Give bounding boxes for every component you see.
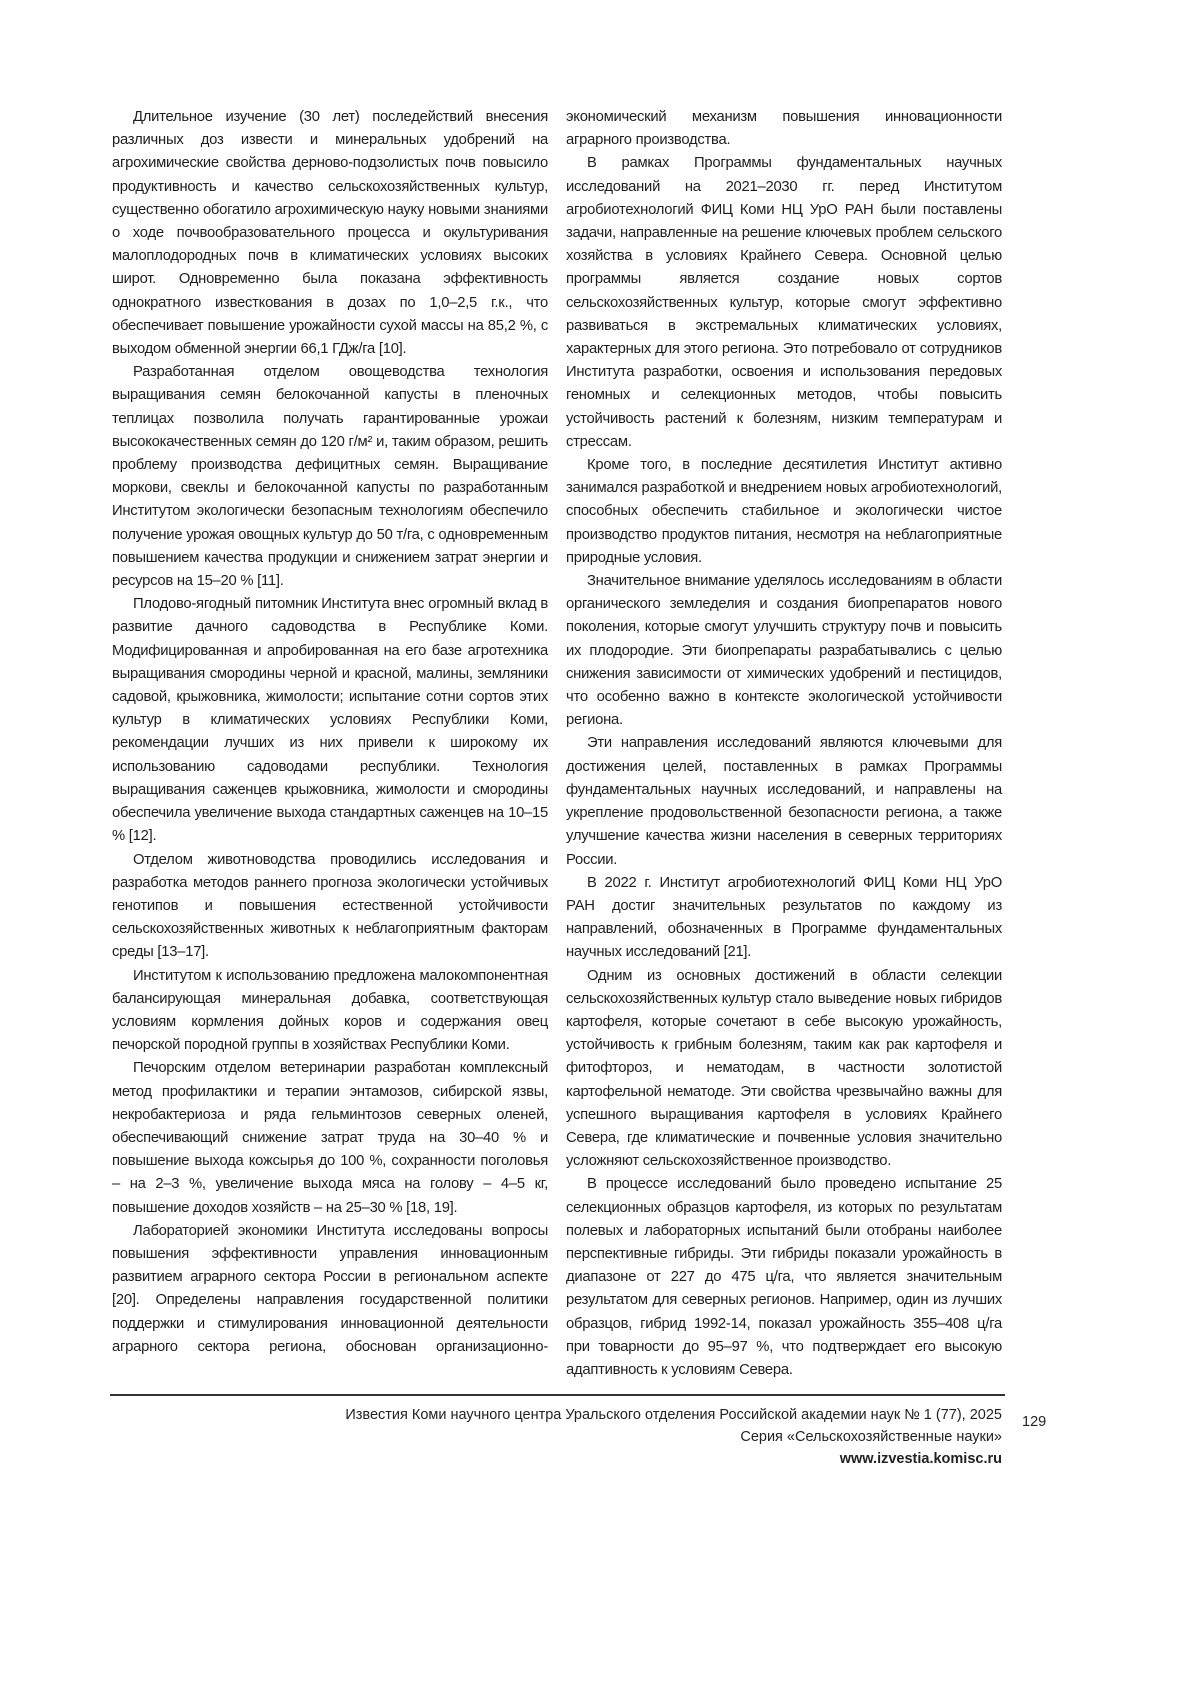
paragraph: Одним из основных достижений в области селекции сельскохозяйственных культур стало выведение новых гибридов картофеля, которые сочетают в себе высокую урожайность, устойчивость к грибным болезням, таким как рак картофеля и фитофтороз, и нематодам, в частности золотистой картофельной нематоде. Эти свойства чрезвычайно важны для успешного выращивания картофеля в условиях Крайнего Севера, где климатические и почвенные условия значительно усложняют сельскохозяйственное производство.: [566, 965, 1002, 1174]
footer-area: [112, 1396, 1002, 1470]
paragraph: Лабораторией экономики Института исследованы вопросы повышения эффективности управления инновационным развитием аграрного сектора России в региональном аспекте [20]. Определены направления государственной политики поддержки и стимулирования инновационной деятельности аграрного сектора региона, обоснован организационно-экономический механизм повышения инновационности аграрного производства.: [112, 106, 1002, 1382]
paragraph: Институтом к использованию предложена малокомпонентная балансирующая минеральная добавка, соответствующая условиям кормления дойных коров и содержания овец печорской породной группы в хозяйствах Республики Коми.: [112, 965, 548, 1058]
paragraph: В процессе исследований было проведено испытание 25 селекционных образцов картофеля, из которых по результатам полевых и лабораторных испытаний были отобраны наиболее перспективные гибриды. Эти гибриды показали урожайность в диапазоне от 227 до 475 ц/га, что является значительным результатом для северных регионов. Например, один из лучших образцов, гибрид 1992-14, показал урожайность 355–408 ц/га при товарности до 95–97 %, что подтверждает его высокую адаптивность к условиям Севера.: [566, 1173, 1002, 1382]
paragraph: Плодово-ягодный питомник Института внес огромный вклад в развитие дачного садоводства в Республике Коми. Модифицированная и апробированная на его базе агротехника выращивания смородины черной и красной, малины, земляники садовой, крыжовника, жимолости; испытание сотни сортов этих культур в климатических условиях Республики Коми, рекомендации лучших из них привели к широкому их использованию садоводами республики. Технология выращивания саженцев крыжовника, жимолости и смородины обеспечила увеличение выхода стандартных саженцев на 10–15 % [12].: [112, 593, 548, 848]
paragraph: В рамках Программы фундаментальных научных исследований на 2021–2030 гг. перед Институтом агробиотехнологий ФИЦ Коми НЦ УрО РАН были поставлены задачи, направленные на решение ключевых проблем сельского хозяйства в условиях Крайнего Севера. Основной целью программы является создание новых сортов сельскохозяйственных культур, которые смогут эффективно развиваться в экстремальных климатических условиях, характерных для этого региона. Это потребовало от сотрудников Института разработки, освоения и использования передовых геномных и селекционных методов, чтобы повысить устойчивость растений к болезням, низким температурам и стрессам.: [566, 152, 1002, 454]
page-number: 129: [1022, 1414, 1046, 1430]
paragraph: Значительное внимание уделялось исследованиям в области органического земледелия и создания биопрепаратов нового поколения, которые смогут улучшить структуру почв и повысить их плодородие. Эти биопрепараты разрабатывались с целью снижения зависимости от химических удобрений и пестицидов, что особенно важно в контексте экологической устойчивости региона.: [566, 570, 1002, 732]
journal-series: Серия «Сельскохозяйственные науки»: [112, 1426, 1002, 1448]
paragraph: В 2022 г. Институт агробиотехнологий ФИЦ Коми НЦ УрО РАН достиг значительных результатов по каждому из направлений, обозначенных в Программе фундаментальных научных исследований [21].: [566, 872, 1002, 965]
paragraph: Эти направления исследований являются ключевыми для достижения целей, поставленных в рамках Программы фундаментальных научных исследований, и направлены на укрепление продовольственной безопасности региона, а также улучшение качества жизни населения в северных территориях России.: [566, 732, 1002, 871]
running-footer: [112, 1396, 1002, 1470]
paragraph: Длительное изучение (30 лет) последействий внесения различных доз извести и минеральных удобрений на агрохимические свойства дерново-подзолистых почв повысило продуктивность и качество сельскохозяйственных культур, существенно обогатило агрохимическую науку новыми знаниями о ходе почвообразовательного процесса и окультуривания малоплодородных почв в климатических условиях высоких широт. Одновременно была показана эффективность однократного известкования в дозах по 1,0–2,5 г.к., что обеспечивает повышение урожайности сухой массы на 85,2 %, с выходом обменной энергии 66,1 ГДж/га [10].: [112, 106, 548, 361]
journal-url[interactable]: www.izvestia.komisc.ru: [112, 1448, 1002, 1470]
journal-title: Известия Коми научного центра Уральского отделения Российской академии наук № 1 (77), 2025: [112, 1404, 1002, 1426]
page: [0, 0, 1002, 1470]
article-body: [112, 106, 1002, 1382]
paragraph: Кроме того, в последние десятилетия Институт активно занимался разработкой и внедрением новых агробиотехнологий, способных обеспечить стабильное и экологически чистое производство продуктов питания, несмотря на неблагоприятные природные условия.: [566, 454, 1002, 570]
paragraph: Отделом животноводства проводились исследования и разработка методов раннего прогноза экологически устойчивых генотипов и повышения естественной устойчивости сельскохозяйственных животных к неблагоприятным факторам среды [13–17].: [112, 849, 548, 965]
paragraph: Печорским отделом ветеринарии разработан комплексный метод профилактики и терапии энтамозов, сибирской язвы, некробактериоза и ряда гельминтозов северных оленей, обеспечивающий снижение затрат труда на 30–40 % и повышение выхода кожсырья до 100 %, сохранности поголовья – на 2–3 %, увеличение выхода мяса на голову – 4–5 кг, повышение доходов хозяйств – на 25–30 % [18, 19].: [112, 1057, 548, 1219]
paragraph: Разработанная отделом овощеводства технология выращивания семян белокочанной капусты в пленочных теплицах позволила получать гарантированные урожаи высококачественных семян до 120 г/м² и, таким образом, решить проблему производства дефицитных семян. Выращивание моркови, свеклы и белокочанной капусты по разработанным Институтом экологически безопасным технологиям обеспечило получение урожая овощных культур до 50 т/га, с одновременным повышением качества продукции и снижением затрат энергии и ресурсов на 15–20 % [11].: [112, 361, 548, 593]
